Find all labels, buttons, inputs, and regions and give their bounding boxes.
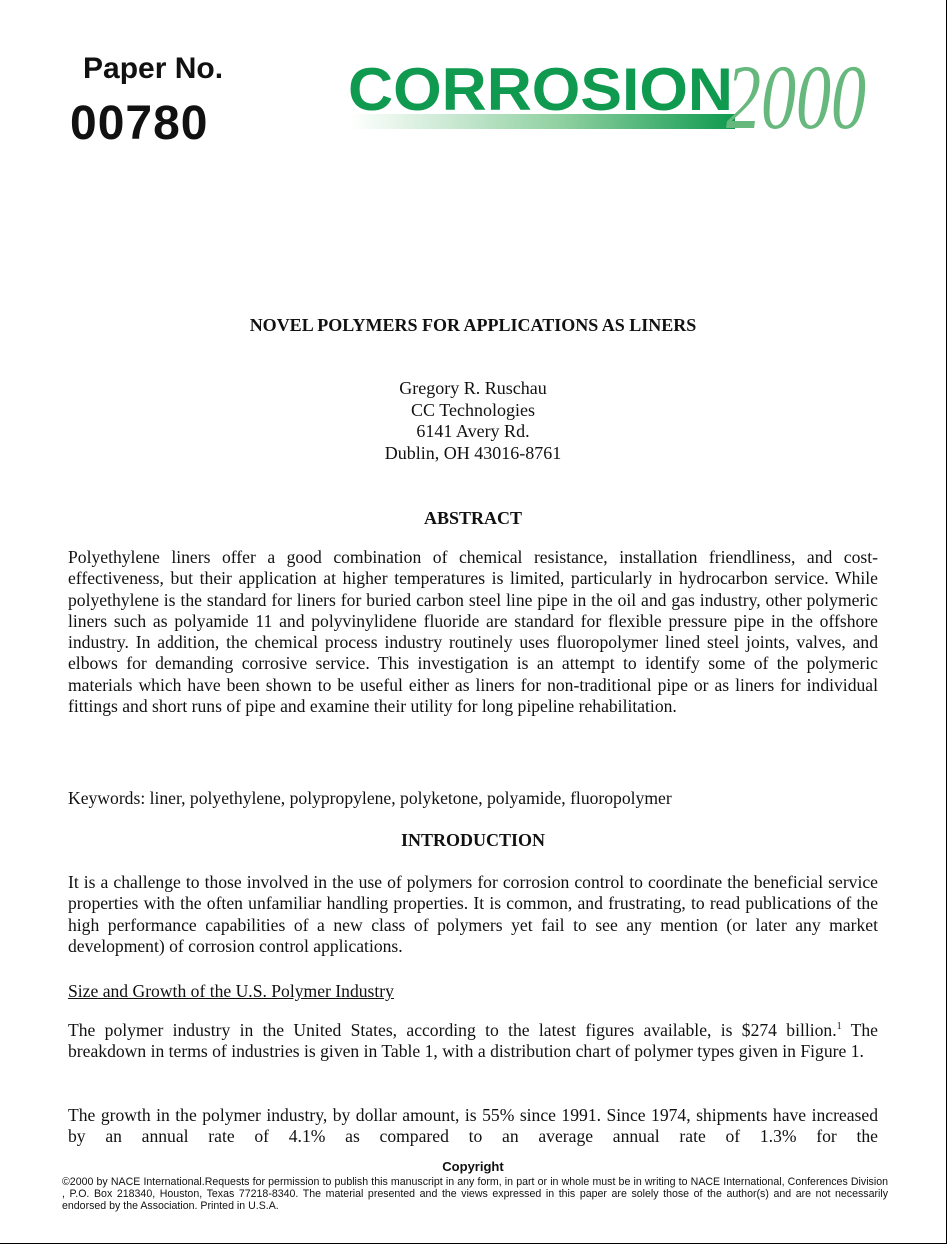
introduction-heading: INTRODUCTION [400, 830, 546, 850]
introduction-paragraph-2 [68, 1020, 878, 1063]
abstract-heading: ABSTRACT [423, 508, 523, 528]
paper-label: Paper No. [83, 52, 224, 85]
keywords: Keywords: liner, polyethylene, polypropylene, polyketone, polyamide, fluoropolymer [68, 788, 672, 808]
copyright-text: ©2000 by NACE International.Requests for permission to publish this manuscript in any form, in part or in whole must be in writing to NACE International, Conferences Division , P.O. Box 218340, Houston, Texas 77218-8340. The material presented and the views expressed in this paper are solely those of the author(s) and are not necessarily endorsed by the Association. Printed in U.S.A. [62, 1176, 888, 1213]
section-subheading: Size and Growth of the U.S. Polymer Industry [68, 981, 394, 1001]
paragraph-2-continued: The breakdown in terms of industries is given in Table 1, with a distribution chart of polymer types given in Figure 1. [68, 1020, 878, 1062]
paragraph-2-text: The polymer industry in the United States, according to the latest figures available, is $274 billion. [68, 1020, 837, 1040]
author-organization: CC Technologies [411, 399, 535, 420]
paper-number: 00780 [70, 97, 209, 150]
introduction-paragraph-3: The growth in the polymer industry, by dollar amount, is 55% since 1991. Since 1974, shipments have increased by an annual rate of 4.1% as compared to an average annual rate of 1.3% for the [68, 1105, 878, 1147]
corrosion-2000-logo [346, 46, 876, 148]
paper-title: NOVEL POLYMERS FOR APPLICATIONS AS LINERS [249, 315, 697, 335]
reference-1: 1 [836, 1021, 842, 1032]
copyright-heading: Copyright [442, 1159, 504, 1174]
page-bottom-border [0, 1243, 947, 1244]
author-city: Dublin, OH 43016-8761 [384, 442, 562, 463]
page-right-border [946, 0, 947, 1243]
introduction-paragraph-1: It is a challenge to those involved in the use of polymers for corrosion control to coordinate the beneficial service properties with the often unfamiliar handling properties. It is common, and frustrating, to read publications of the high performance capabilities of a new class of polymers yet fail to see any mention (or later any market development) of corrosion control applications. [68, 872, 878, 956]
author-block [0, 378, 946, 464]
author-street: 6141 Avery Rd. [416, 421, 530, 441]
abstract-text: Polyethylene liners offer a good combination of chemical resistance, installation friendliness, and cost-effectiveness, but their application at higher temperatures is limited, particularly in hydrocarbon service. While polyethylene is the standard for liners for buried carbon steel line pipe in the oil and gas industry, other polymeric liners such as polyamide 11 and polyvinylidene fluoride are standard for flexible pressure pipe in the offshore industry. In addition, the chemical process industry routinely uses fluoropolymer lined steel joints, valves, and elbows for demanding corrosive service. This investigation is an attempt to identify some of the polymeric materials which have been shown to be useful either as liners for non-traditional pipe or as liners for individual fittings and short runs of pipe and examine their utility for long pipeline rehabilitation. [68, 547, 878, 717]
logo-word: CORROSION [348, 56, 733, 123]
author-name: Gregory R. Ruschau [399, 378, 547, 398]
logo-year: 2000 [726, 46, 866, 148]
